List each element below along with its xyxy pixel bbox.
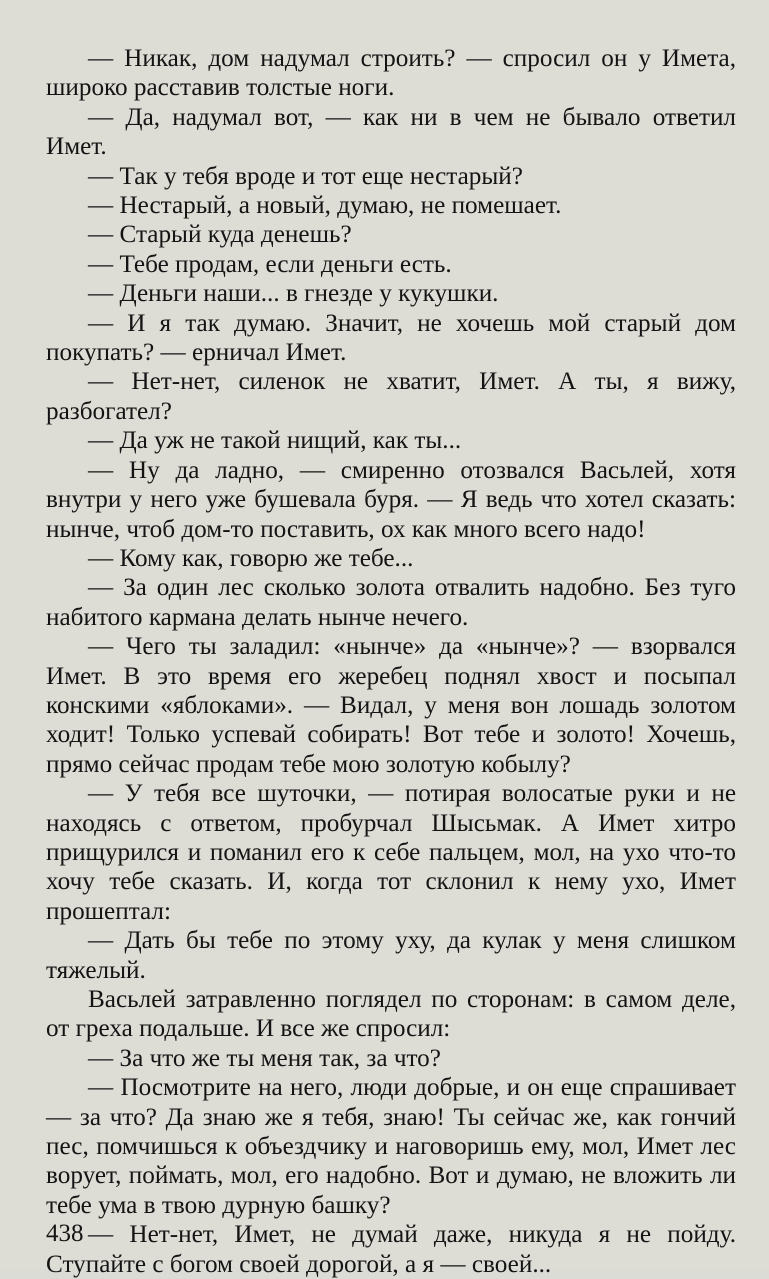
paragraph: — Ну да ладно, — смиренно отозвался Васьлей, хотя внутри у него уже бушевала буря. — Я ведь что хотел сказать: нынче, чтоб дом-то поставить, ох как много всего надо!: [46, 456, 736, 543]
paragraph: — У тебя все шуточки, — потирая волосатые руки и не находясь с ответом, пробурчал Шысьмак. А Имет хитро прищурился и поманил его к себе пальцем, мол, на ухо что-то хочу тебе сказать. И, когда тот склонил к нему ухо, Имет прошептал:: [46, 780, 736, 925]
paragraph: — За что же ты меня так, за что?: [88, 1044, 441, 1072]
paragraph: — Чего ты заладил: «нынче» да «нынче»? — взорвался Имет. В это время его жеребец поднял хвост и посыпал конскими «яблоками». — Видал, у меня вон лошадь золотом ходит! Только успевай собирать! Вот тебе и золото! Хочешь, прямо сейчас продам тебе мою золотую кобылу?: [46, 633, 736, 778]
paragraph: — Посмотрите на него, люди добрые, и он еще спрашивает — за что? Да знаю же я тебя, знаю! Ты сейчас же, как гончий пес, помчишься к объездчику и наговоришь ему, мол, Имет лес ворует, поймать, мол, его надобно. Вот и думаю, не вложить ли тебе ума в твою дурную башку?: [46, 1074, 736, 1219]
paragraph: — Никак, дом надумал строить? — спросил он у Имета, широко расставив толстые ноги.: [46, 45, 736, 102]
paragraph: — За один лес сколько золота отвалить надобно. Без туго набитого кармана делать нынче нечего.: [46, 574, 736, 631]
paragraph: — Кому как, говорю же тебе...: [88, 544, 414, 572]
paragraph: — Нет-нет, Имет, не думай даже, никуда я не пойду. Ступайте с богом своей дорогой, а я — своей...: [46, 1221, 736, 1278]
paragraph: — И я так думаю. Значит, не хочешь мой старый дом покупать? — ерничал Имет.: [46, 309, 736, 367]
paragraph: — Деньги наши... в гнезде у кукушки.: [88, 280, 499, 308]
paragraph: — Да, надумал вот, — как ни в чем не бывало ответил Имет.: [46, 103, 736, 161]
paragraph: — Так у тебя вроде и тот еще нестарый?: [88, 162, 523, 190]
paragraph: — Да уж не такой нищий, как ты...: [88, 427, 462, 455]
page-number: 438: [46, 1220, 84, 1247]
paragraph: — Тебе продам, если деньги есть.: [88, 250, 452, 278]
paragraph: — Дать бы тебе по этому уху, да кулак у меня слишком тяжелый.: [46, 927, 736, 984]
body-text: [46, 44, 736, 1279]
paragraph: — Нестарый, а новый, думаю, не помешает.: [88, 192, 562, 220]
paragraph: — Старый куда денешь?: [88, 221, 352, 249]
paragraph: — Нет-нет, силенок не хватит, Имет. А ты, я вижу, разбогател?: [46, 368, 736, 425]
paragraph: Васьлей затравленно поглядел по сторонам: в самом деле, от греха подальше. И все же спросил:: [46, 986, 736, 1043]
